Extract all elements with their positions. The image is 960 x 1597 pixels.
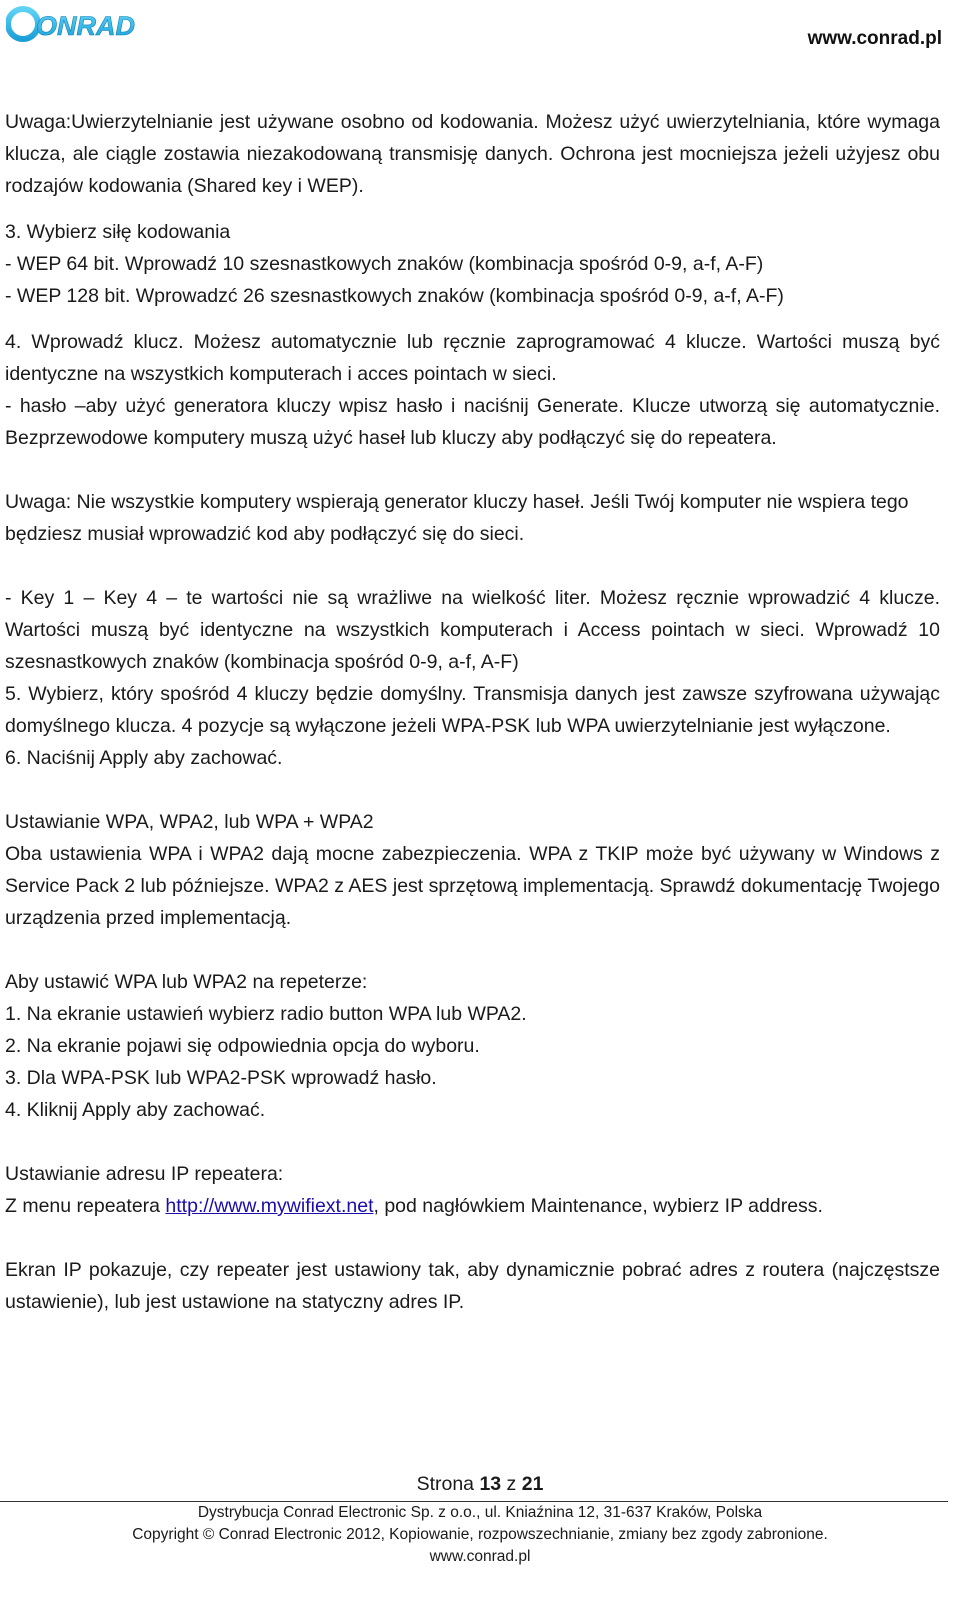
wpa-section-title: Ustawianie WPA, WPA2, lub WPA + WPA2 bbox=[5, 811, 374, 833]
wpa-step: 4. Kliknij Apply aby zachować. bbox=[5, 1099, 266, 1121]
footer-url: www.conrad.pl bbox=[429, 1548, 531, 1565]
note-key-generator: Uwaga: Nie wszystkie komputery wspierają generator kluczy haseł. Jeśli Twój komputer nie wspiera tego będziesz musiał wprowadzić kod aby podłączyć się do sieci. bbox=[5, 491, 909, 545]
mywifiext-link[interactable]: http://www.mywifiext.net bbox=[165, 1195, 374, 1217]
ip-section-title: Ustawianie adresu IP repeatera: bbox=[5, 1163, 284, 1185]
wpa-description: Oba ustawienia WPA i WPA2 dają mocne zabezpieczenia. WPA z TKIP może być używany w Windows z Service Pack 2 lub późniejsze. WPA2 z AES jest sprzętową implementacją. Sprawdź dokumentację Twojego urządzenia przed implementacją. bbox=[5, 843, 940, 929]
document-body bbox=[5, 106, 940, 1318]
footer-copyright: Copyright © Conrad Electronic 2012, Kopiowanie, rozpowszechnianie, zmiany bez zgody zabronione. bbox=[132, 1526, 828, 1543]
page-current: 13 bbox=[479, 1473, 502, 1495]
step-6-line: 6. Naciśnij Apply aby zachować. bbox=[5, 747, 283, 769]
page-footer bbox=[0, 1470, 960, 1568]
page-number bbox=[0, 1470, 960, 1498]
step-5-paragraph: 5. Wybierz, który spośród 4 kluczy będzie domyślny. Transmisja danych jest zawsze szyfrowana używając domyślnego klucza. 4 pozycje są wyłączone jeżeli WPA-PSK lub WPA uwierzytelnianie jest wyłączone. bbox=[5, 683, 940, 737]
wpa-howto-title: Aby ustawić WPA lub WPA2 na repeterze: bbox=[5, 971, 368, 993]
header-site-url: www.conrad.pl bbox=[807, 28, 942, 49]
ip-menu-prefix: Z menu repeatera bbox=[5, 1195, 166, 1217]
wep-128-line: - WEP 128 bit. Wprowadzć 26 szesnastkowych znaków (kombinacja spośród 0-9, a-f, A-F) bbox=[5, 285, 784, 307]
page-total: 21 bbox=[521, 1473, 544, 1495]
svg-text:ONRAD: ONRAD bbox=[36, 11, 135, 41]
page-prefix: Strona bbox=[416, 1473, 480, 1495]
ip-menu-suffix: , pod nagłówkiem Maintenance, wybierz IP address. bbox=[373, 1195, 823, 1217]
page-mid: z bbox=[501, 1473, 522, 1495]
footer-distributor: Dystrybucja Conrad Electronic Sp. z o.o., ul. Kniaźnina 12, 31-637 Kraków, Polska bbox=[197, 1504, 763, 1521]
ip-menu-line bbox=[5, 1190, 940, 1222]
footer-divider bbox=[0, 1501, 948, 1502]
wep-64-line: - WEP 64 bit. Wprowadź 10 szesnastkowych znaków (kombinacja spośród 0-9, a-f, A-F) bbox=[5, 253, 764, 275]
step-4-paragraph: 4. Wprowadź klucz. Możesz automatycznie lub ręcznie zaprogramować 4 klucze. Wartości muszą być identyczne na wszystkich komputerach i acces pointach w sieci. bbox=[5, 331, 940, 385]
wpa-step: 2. Na ekranie pojawi się odpowiednia opcja do wyboru. bbox=[5, 1035, 480, 1057]
step-3-title: 3. Wybierz siłę kodowania bbox=[5, 221, 231, 243]
conrad-logo bbox=[6, 4, 164, 44]
ip-description: Ekran IP pokazuje, czy repeater jest ustawiony tak, aby dynamicznie pobrać adres z routera (najczęstsze ustawienie), lub jest ustawione na statyczny adres IP. bbox=[5, 1259, 940, 1313]
note-authentication: Uwaga:Uwierzytelnianie jest używane osobno od kodowania. Możesz użyć uwierzytelniania, które wymaga klucza, ale ciągle zostawia niezakodowaną transmisję danych. Ochrona jest mocniejsza jeżeli użyjesz obu rodzajów kodowania (Shared key i WEP). bbox=[5, 111, 940, 197]
wpa-step: 3. Dla WPA-PSK lub WPA2-PSK wprowadź hasło. bbox=[5, 1067, 437, 1089]
password-generator-paragraph: - hasło –aby użyć generatora kluczy wpisz hasło i naciśnij Generate. Klucze utworzą się automatycznie. Bezprzewodowe komputery muszą użyć haseł lub kluczy aby podłączyć się do repeatera. bbox=[5, 395, 940, 449]
wpa-step: 1. Na ekranie ustawień wybierz radio button WPA lub WPA2. bbox=[5, 1003, 527, 1025]
keys-paragraph: - Key 1 – Key 4 – te wartości nie są wrażliwe na wielkość liter. Możesz ręcznie wprowadzić 4 klucze. Wartości muszą być identyczne na wszystkich komputerach i Access pointach w sieci. Wprowadź 10 szesnastkowych znaków (kombinacja spośród 0-9, a-f, A-F) bbox=[5, 587, 940, 673]
